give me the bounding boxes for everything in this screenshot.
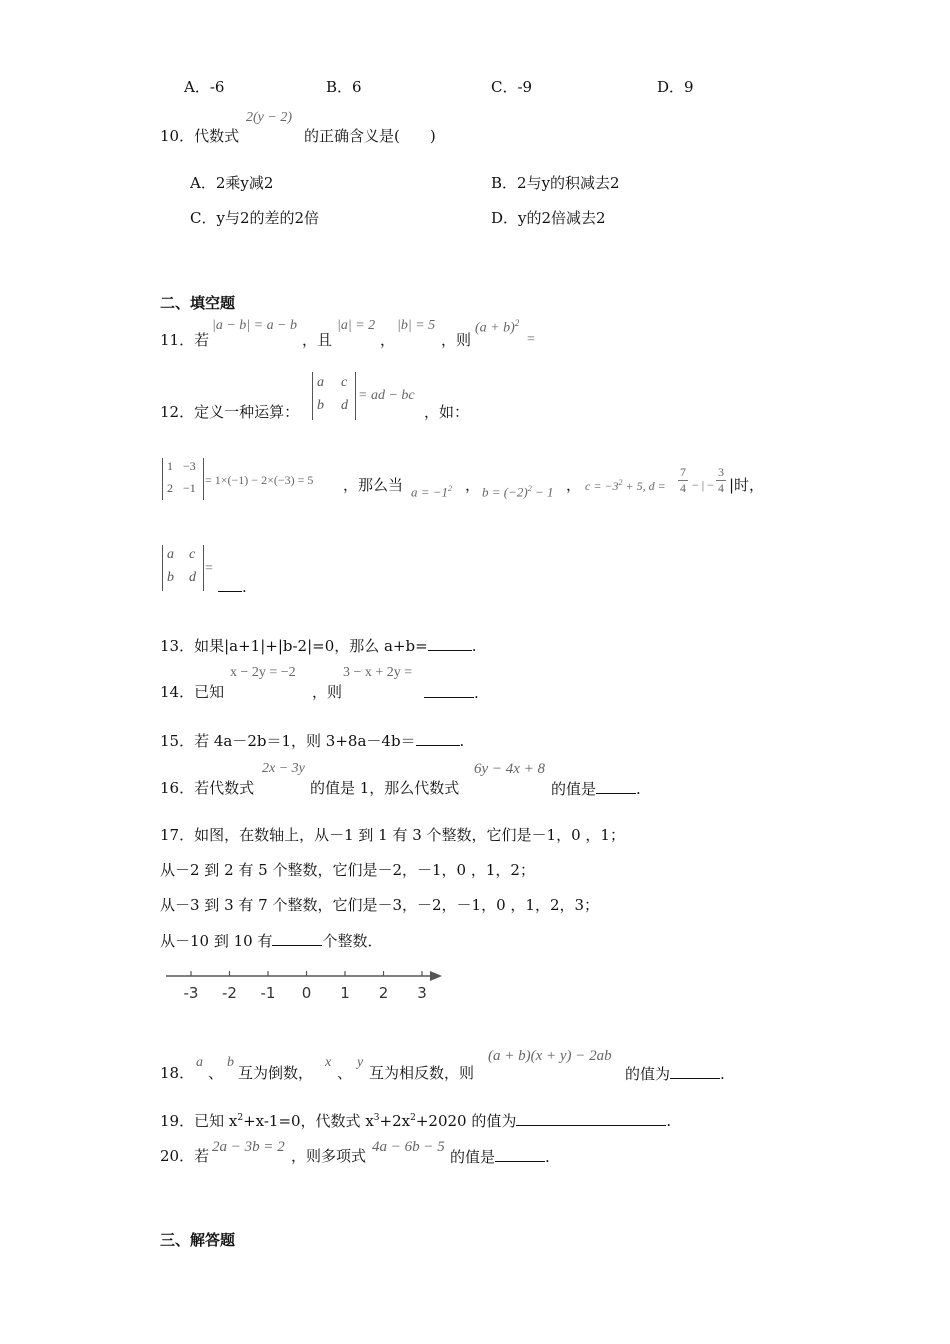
number-line-arrow: [430, 971, 442, 981]
q16-formula-1: 2x − 3y: [262, 761, 305, 776]
section-fill-heading: 二、填空题: [160, 294, 236, 312]
q14-formula-2: 3 − x + 2y =: [343, 665, 413, 680]
q13-blank[interactable]: [428, 634, 472, 651]
number-line-figure: [160, 962, 450, 1004]
q16-text-2: 的值是: [551, 780, 597, 798]
q12-det-c: c: [341, 375, 348, 390]
number-line-label: 1: [340, 984, 350, 1002]
q12-determinant-def: [312, 372, 356, 420]
q15-line: [160, 729, 464, 751]
q10-option-d: D．y的2倍减去2: [491, 209, 606, 227]
q12-b-sup: 2: [527, 484, 532, 493]
q9-option-b: B．6: [326, 78, 362, 96]
q16-text-1: 的值是 1，那么代数式: [310, 779, 460, 797]
q10-suffix: 的正确含义是( ): [304, 127, 436, 145]
q12-a-value: [411, 484, 452, 500]
q11-equals: =: [527, 332, 535, 347]
q15-text: 15．若 4a－2b＝1，则 3+8a－4b＝: [160, 732, 416, 750]
q14-tail: .: [474, 684, 479, 702]
q9-option-a: A．-6: [184, 78, 225, 96]
q18-tail: .: [720, 1065, 725, 1083]
q11-num: 11．若: [160, 331, 210, 349]
q12-ex-21: 2: [167, 481, 173, 495]
q18-sep-2: 、: [337, 1064, 353, 1082]
q12-ex-11: 1: [167, 459, 173, 473]
q10-option-b: B．2与y的积减去2: [491, 174, 620, 192]
q12-frac2-num: 3: [718, 465, 724, 479]
q16-answer: [551, 777, 641, 799]
q11-formula-2: |a| = 2: [337, 318, 376, 333]
q12-cd-value: [585, 478, 666, 494]
q12-answer-line[interactable]: [218, 575, 247, 596]
q12-frac1-den: 4: [680, 481, 686, 495]
q16-blank[interactable]: [596, 777, 636, 794]
q11-text-1: ，且: [302, 331, 333, 349]
q18-text-1: 互为倒数，: [238, 1064, 314, 1082]
q11-formula-3: |b| = 5: [397, 318, 436, 333]
q19-text-2: +x-1=0，代数式 x: [243, 1112, 374, 1130]
q13-line: [160, 634, 476, 656]
q12-frac2-den: 4: [718, 481, 724, 495]
q12-det-d: d: [341, 398, 348, 413]
q20-blank[interactable]: [495, 1145, 545, 1162]
q12-b-eq: b = (−2): [482, 484, 528, 500]
number-line-label: 3: [417, 984, 427, 1002]
q17-blank[interactable]: [272, 929, 322, 946]
q11-formula-4: [475, 318, 519, 337]
q12-res-c: c: [189, 547, 196, 562]
q12-comma-1: ，: [465, 476, 481, 494]
q18-num: 18．: [160, 1064, 195, 1082]
q15-blank[interactable]: [416, 729, 460, 746]
q17-line-4-a: 从－10 到 10 有: [160, 932, 273, 950]
q17-line-4: [160, 929, 383, 951]
q12-tail: .: [242, 578, 247, 596]
q17-line-1: 17．如图，在数轴上，从－1 到 1 有 3 个整数，它们是－1，0 ，1；: [160, 826, 625, 844]
q17-line-2: 从－2 到 2 有 5 个整数，它们是－2，－1，0 ，1，2；: [160, 861, 535, 879]
q16-num: 16．若代数式: [160, 779, 255, 797]
number-line-label: -1: [260, 984, 276, 1002]
q19-sup-3: 2: [410, 1113, 416, 1123]
q17-line-3: 从－3 到 3 有 7 个整数，它们是－3，－2，－1，0 ，1，2，3；: [160, 896, 600, 914]
number-line-label: -3: [183, 984, 199, 1002]
q9-option-d: D．9: [657, 78, 694, 96]
q19-text-3: +2x: [379, 1112, 411, 1130]
q15-tail: .: [459, 732, 465, 750]
q20-text-1: ，则多项式: [291, 1147, 367, 1165]
q11-formula-4-sup: 2: [514, 318, 520, 328]
q12-determinant-result: [162, 545, 204, 591]
q14-blank[interactable]: [424, 681, 474, 698]
q9-option-c: C．-9: [491, 78, 533, 96]
q20-num: 20．若: [160, 1147, 210, 1165]
q17-line-4-b: 个整数．: [322, 932, 383, 950]
q12-ex-22: −1: [183, 481, 196, 495]
q16-tail: .: [636, 780, 641, 798]
q12-res-b: b: [167, 570, 174, 585]
q12-res-d: d: [189, 570, 196, 585]
q12-d-mid: − | −: [692, 478, 714, 492]
q19-text-4: +2020 的值为: [415, 1112, 517, 1130]
q12-fraction-3-4: [716, 465, 726, 496]
q18-sep-1: 、: [208, 1064, 224, 1082]
q19-sup-2: 3: [373, 1113, 380, 1123]
number-line-label: -2: [222, 984, 237, 1002]
q10-formula: 2(y − 2): [246, 110, 292, 125]
number-line-label: 2: [378, 984, 389, 1002]
q16-formula-2: 6y − 4x + 8: [474, 761, 546, 777]
q12-prefix: 12．定义一种运算：: [160, 403, 300, 421]
q12-definition-rhs: = ad − bc: [358, 388, 415, 403]
q12-suffix: ，如：: [424, 403, 470, 421]
q12-time: |时，: [729, 476, 765, 494]
q12-frac1-num: 7: [680, 465, 686, 479]
q12-b-tail: − 1: [531, 484, 554, 500]
q20-formula-2: 4a − 6b − 5: [372, 1139, 445, 1155]
q18-x: x: [325, 1055, 332, 1070]
q20-text-2: 的值是: [450, 1148, 496, 1166]
q12-ex-12: −3: [183, 459, 196, 473]
q18-answer: [625, 1062, 725, 1084]
section-answer-heading: 三、解答题: [160, 1231, 236, 1249]
q20-answer: [450, 1145, 550, 1167]
q12-result-eq: =: [205, 561, 213, 576]
q20-tail: .: [545, 1148, 550, 1166]
q12-c-tail: + 5, d =: [622, 479, 666, 493]
q14-num: 14．已知: [160, 683, 225, 701]
q11-text-2: ，: [380, 331, 396, 349]
q11-formula-4-base: (a + b): [475, 320, 515, 336]
q12-fraction-7-4: [678, 465, 688, 496]
q18-a: a: [196, 1055, 203, 1070]
q13-tail: .: [471, 637, 477, 655]
q12-det-b: b: [317, 398, 324, 413]
q12-res-a: a: [167, 547, 174, 562]
q11-text-3: ，则: [441, 331, 472, 349]
q12-when: ，那么当: [343, 476, 404, 494]
q10-prefix: 10．代数式: [160, 127, 240, 145]
q18-text-2: 互为相反数，则: [369, 1064, 475, 1082]
q12-c-eq: c = −3: [585, 479, 619, 493]
q18-text-3: 的值为: [625, 1065, 671, 1083]
q11-formula-1: |a − b| = a − b: [212, 318, 298, 333]
q19-line: [160, 1109, 671, 1131]
q19-text-1: 19．已知 x: [160, 1112, 238, 1130]
q19-sup-1: 2: [237, 1113, 244, 1123]
q18-b: b: [227, 1055, 234, 1070]
q12-blank[interactable]: [218, 575, 242, 592]
q10-option-a: A．2乘y减2: [190, 174, 274, 192]
q12-c-sup: 2: [618, 478, 623, 487]
q12-comma-2: ，: [566, 476, 582, 494]
number-line-label: 0: [301, 984, 312, 1002]
q12-b-value: [482, 484, 553, 500]
q18-blank[interactable]: [670, 1062, 720, 1079]
q12-det-a: a: [317, 375, 324, 390]
q18-formula: (a + b)(x + y) − 2ab: [488, 1048, 612, 1064]
q20-formula-1: 2a − 3b = 2: [212, 1139, 285, 1155]
q12-determinant-example: [162, 458, 204, 500]
q18-y: y: [357, 1055, 364, 1070]
q12-a-eq: a = −1: [411, 484, 449, 500]
q19-blank[interactable]: [516, 1109, 666, 1126]
q10-option-c: C．y与2的差的2倍: [190, 209, 320, 227]
q14-formula-1: x − 2y = −2: [230, 665, 296, 680]
q13-text: 13．如果|a+1|+|b-2|=0，那么 a+b=: [160, 637, 428, 655]
q19-tail: .: [666, 1112, 672, 1130]
q14-answer: [424, 681, 479, 702]
q12-a-sup: 2: [448, 484, 453, 493]
q12-example-rhs: = 1×(−1) − 2×(−3) = 5: [205, 473, 314, 487]
q14-text-1: ，则: [312, 683, 343, 701]
